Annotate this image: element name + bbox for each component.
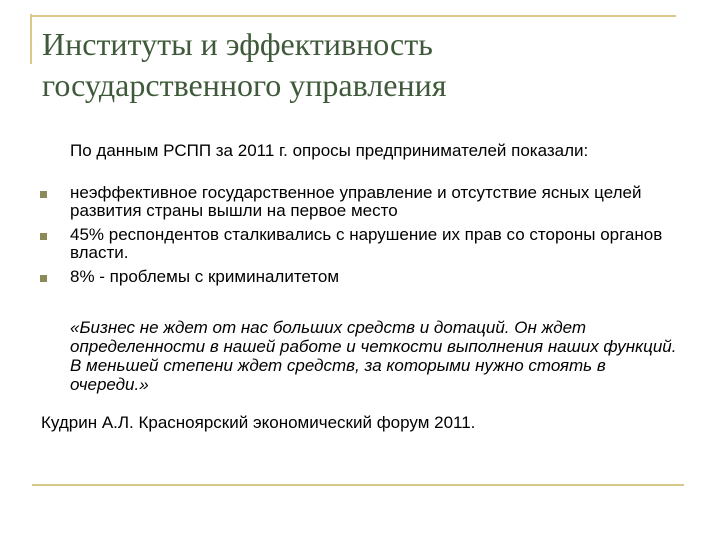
bullet-item [40,268,680,286]
bullet-text: 45% респондентов сталкивались с нарушение их прав со стороны органов власти. [70,225,663,262]
bullet-item [40,226,680,262]
bullet-item [40,184,680,220]
bullet-list [40,184,680,292]
bullet-text: неэффективное государственное управление и отсутствие ясных целей развития страны вышли на первое место [70,183,642,220]
left-rule [30,14,32,64]
square-bullet-icon [40,275,47,282]
bullet-text: 8% - проблемы с криминалитетом [70,267,340,286]
intro-text: По данным РСПП за 2011 г. опросы предпринимателей показали: [70,141,589,160]
square-bullet-icon [40,191,47,198]
title-line-2: государственного управления [42,67,447,103]
square-bullet-icon [40,233,47,240]
quote-text: «Бизнес не ждет от нас больших средств и дотаций. Он ждет определенности в нашей работе и четкости выполнения наших функций. В меньшей степени ждет средств, за которыми нужно стоять в очереди.» [70,318,677,394]
bottom-rule [32,484,684,486]
quote-source: Кудрин А.Л. Красноярский экономический форум 2011. [41,413,476,432]
slide-title [42,24,682,106]
title-line-1: Институты и эффективность [42,26,433,62]
top-rule [32,15,676,17]
